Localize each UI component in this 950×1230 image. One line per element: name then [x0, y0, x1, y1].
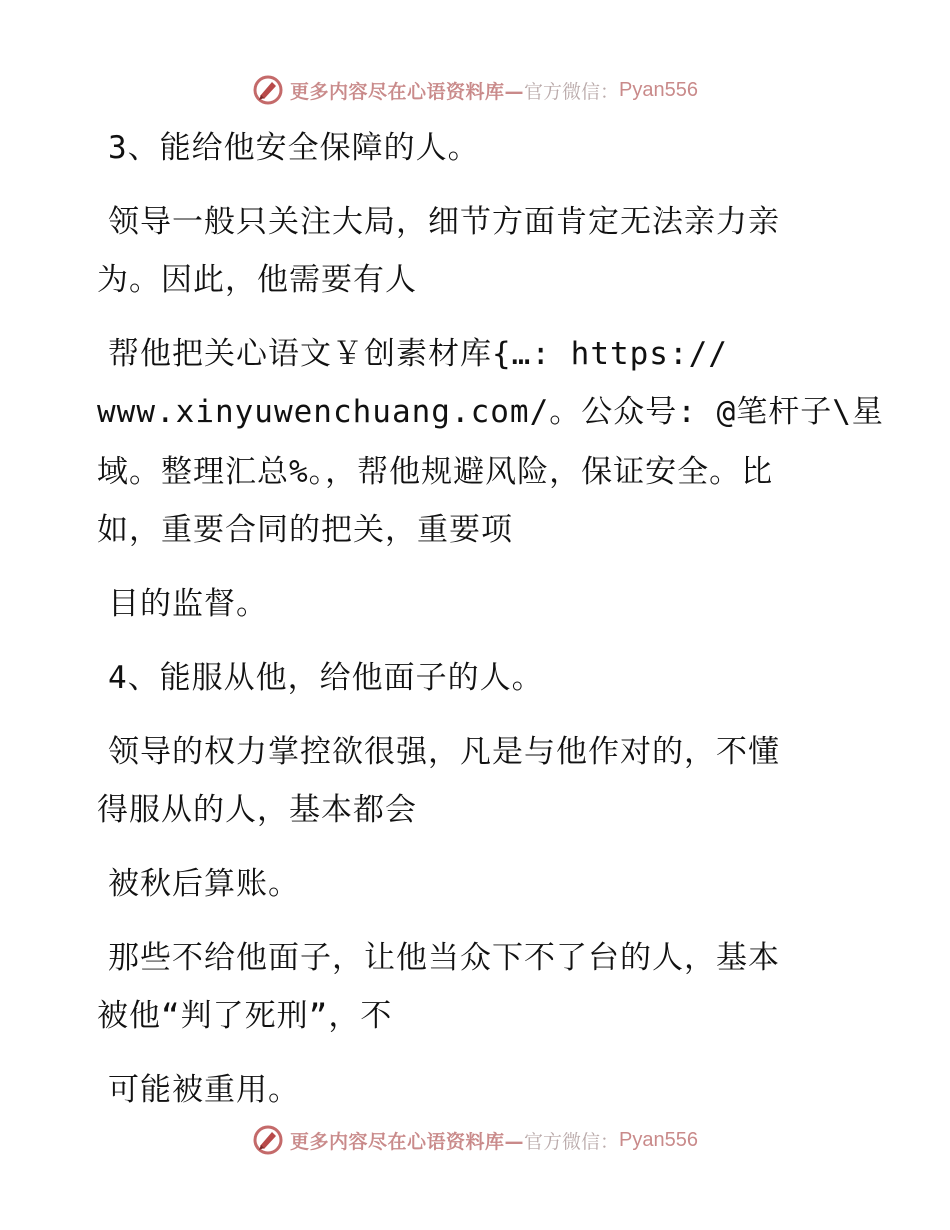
body-line: 4、能服从他，给他面子的人。 [108, 660, 544, 696]
body-line: 帮他把关心语文￥创素材库{…: https:// [108, 336, 728, 372]
body-line: 被秋后算账。 [108, 866, 300, 902]
body-line: 领导的权力掌控欲很强，凡是与他作对的，不懂 [108, 734, 780, 770]
body-line: 领导一般只关注大局，细节方面肯定无法亲力亲 [108, 204, 780, 240]
pen-logo-icon [252, 1124, 284, 1156]
body-line: 为。因此，他需要有人 [97, 262, 417, 298]
body-line: 如，重要合同的把关，重要项 [97, 512, 513, 548]
footer-watermark-banner [0, 1120, 950, 1160]
body-line: 目的监督。 [108, 586, 268, 622]
banner-wechat-id: Pyan556 [619, 1128, 698, 1151]
body-line: 3、能给他安全保障的人。 [108, 130, 480, 166]
body-line: 域。整理汇总%。，帮他规避风险，保证安全。比 [97, 454, 774, 490]
banner-slogan: 更多内容尽在心语资料库— [290, 1130, 525, 1153]
banner-wechat-label: 官方微信： [524, 80, 620, 103]
body-line: 被他“判了死刑”，不 [97, 998, 393, 1034]
body-line: www.xinyuwenchuang.com/。公众号: @笔杆子\星 [97, 394, 884, 430]
banner-wechat-id: Pyan556 [619, 78, 698, 101]
banner-wechat-label: 官方微信： [524, 1130, 620, 1153]
banner-slogan: 更多内容尽在心语资料库— [290, 80, 525, 103]
body-line: 得服从的人，基本都会 [97, 792, 417, 828]
body-line: 那些不给他面子，让他当众下不了台的人，基本 [108, 940, 780, 976]
body-line: 可能被重用。 [108, 1072, 300, 1108]
